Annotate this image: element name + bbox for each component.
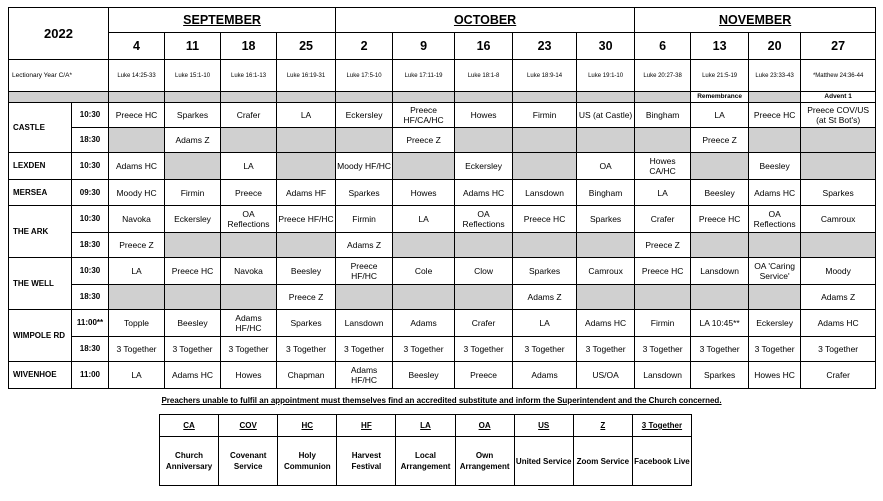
service-cell: Beesley (165, 310, 221, 337)
service-cell: OA (577, 153, 635, 180)
service-cell: Preece COV/US (at St Bot's) (801, 103, 876, 128)
service-cell: Sparkes (801, 180, 876, 206)
service-cell: Preece Z (635, 233, 691, 258)
service-cell: Howes CA/HC (635, 153, 691, 180)
service-cell (393, 233, 455, 258)
service-cell: 3 Together (801, 337, 876, 362)
service-time: 10:30 (72, 206, 109, 233)
lectionary-reading: Luke 14:25-33 (109, 60, 165, 92)
legend-description: Zoom Service (573, 437, 632, 486)
service-cell (277, 128, 336, 153)
service-cell: Howes HC (749, 362, 801, 389)
service-cell: Moody HC (109, 180, 165, 206)
service-row (9, 128, 876, 153)
legend-abbreviation: COV (219, 415, 278, 437)
lectionary-reading: Luke 20:27-38 (635, 60, 691, 92)
service-cell: 3 Together (455, 337, 513, 362)
service-cell: Navoka (109, 206, 165, 233)
legend-abbreviation-row (160, 415, 692, 437)
date-cell: 2 (336, 33, 393, 60)
service-row (9, 258, 876, 285)
service-cell: Adams HC (455, 180, 513, 206)
plan-body (9, 8, 876, 389)
legend-abbreviation: HF (337, 415, 396, 437)
service-cell: 3 Together (277, 337, 336, 362)
service-cell: Preece (221, 180, 277, 206)
service-cell: 3 Together (165, 337, 221, 362)
service-cell: 3 Together (577, 337, 635, 362)
service-cell: Preece HF/CA/HC (393, 103, 455, 128)
service-cell: 3 Together (635, 337, 691, 362)
service-cell: Beesley (277, 258, 336, 285)
date-cell: 25 (277, 33, 336, 60)
service-cell: LA (109, 362, 165, 389)
church-name: THE ARK (9, 206, 72, 258)
date-cell: 4 (109, 33, 165, 60)
service-row (9, 285, 876, 310)
service-cell: Beesley (749, 153, 801, 180)
service-cell (635, 285, 691, 310)
service-cell (165, 233, 221, 258)
service-cell: LA (513, 310, 577, 337)
service-cell: 3 Together (221, 337, 277, 362)
service-cell: Adams HC (165, 362, 221, 389)
month-row (9, 8, 876, 33)
service-cell: Beesley (691, 180, 749, 206)
service-cell: Lansdown (513, 180, 577, 206)
legend-description-row (160, 437, 692, 486)
date-cell: 11 (165, 33, 221, 60)
service-cell: 3 Together (336, 337, 393, 362)
service-cell: Howes (455, 103, 513, 128)
service-cell: Adams Z (336, 233, 393, 258)
legend-abbreviation: OA (455, 415, 514, 437)
legend-table (159, 414, 692, 486)
church-name: WIVENHOE (9, 362, 72, 389)
legend-abbreviation: Z (573, 415, 632, 437)
service-time: 18:30 (72, 337, 109, 362)
service-cell: Preece HC (691, 206, 749, 233)
service-cell: OA 'Caring Service' (749, 258, 801, 285)
service-cell: Adams Z (801, 285, 876, 310)
service-cell: Preece HC (749, 103, 801, 128)
service-cell: Adams HC (801, 310, 876, 337)
lectionary-reading: Luke 21:5-19 (691, 60, 749, 92)
church-name: LEXDEN (9, 153, 72, 180)
service-cell: Adams HF (277, 180, 336, 206)
legend-description: Harvest Festival (337, 437, 396, 486)
service-cell: 3 Together (691, 337, 749, 362)
service-cell: Adams (513, 362, 577, 389)
occasion-cell (455, 92, 513, 103)
occasion-cell (165, 92, 221, 103)
service-cell: Sparkes (691, 362, 749, 389)
occasion-cell (635, 92, 691, 103)
service-cell: Eckersley (749, 310, 801, 337)
notice-text: Preachers unable to fulfil an appointment must themselves find an accredited substitute and inform the Superintendent and the Church concerned. (161, 396, 722, 405)
date-cell: 16 (455, 33, 513, 60)
service-cell: Firmin (336, 206, 393, 233)
service-cell: Howes (221, 362, 277, 389)
service-cell: Eckersley (165, 206, 221, 233)
legend-abbreviation: 3 Together (632, 415, 691, 437)
occasion-cell (221, 92, 277, 103)
service-cell: Crafer (635, 206, 691, 233)
service-cell: Camroux (577, 258, 635, 285)
date-cell: 18 (221, 33, 277, 60)
service-cell: Preece HC (635, 258, 691, 285)
occasion-cell: Remembrance (691, 92, 749, 103)
service-cell (801, 128, 876, 153)
service-cell: 3 Together (513, 337, 577, 362)
service-cell: Preece Z (393, 128, 455, 153)
service-cell (336, 285, 393, 310)
service-time: 10:30 (72, 153, 109, 180)
service-cell: Sparkes (165, 103, 221, 128)
service-cell: Adams HF/HC (336, 362, 393, 389)
service-row (9, 103, 876, 128)
service-cell: Sparkes (277, 310, 336, 337)
service-cell: Chapman (277, 362, 336, 389)
service-cell (221, 128, 277, 153)
service-cell (513, 128, 577, 153)
service-cell (455, 233, 513, 258)
service-cell (691, 285, 749, 310)
occasion-cell (393, 92, 455, 103)
service-cell: Preece HF/HC (336, 258, 393, 285)
legend-description: Facebook Live (632, 437, 691, 486)
service-cell: Crafer (801, 362, 876, 389)
service-cell: Preece Z (691, 128, 749, 153)
service-cell: Crafer (455, 310, 513, 337)
date-cell: 9 (393, 33, 455, 60)
service-cell: Clow (455, 258, 513, 285)
service-cell (336, 128, 393, 153)
date-cell: 30 (577, 33, 635, 60)
occasion-spacer (9, 92, 109, 103)
service-cell (221, 285, 277, 310)
service-cell: LA (221, 153, 277, 180)
service-time: 09:30 (72, 180, 109, 206)
church-name: MERSEA (9, 180, 72, 206)
service-cell: Sparkes (577, 206, 635, 233)
occasion-cell (577, 92, 635, 103)
service-cell (165, 153, 221, 180)
service-cell (513, 233, 577, 258)
service-cell: Lansdown (691, 258, 749, 285)
service-row (9, 206, 876, 233)
month-october: OCTOBER (336, 8, 635, 33)
lectionary-reading: Luke 17:5-10 (336, 60, 393, 92)
service-cell (109, 128, 165, 153)
service-cell: Howes (393, 180, 455, 206)
service-cell: Adams HC (749, 180, 801, 206)
service-cell: Preece HC (513, 206, 577, 233)
church-name: WIMPOLE RD (9, 310, 72, 362)
lectionary-reading: Luke 15:1-10 (165, 60, 221, 92)
service-cell: LA (691, 103, 749, 128)
date-cell: 27 (801, 33, 876, 60)
service-time: 10:30 (72, 258, 109, 285)
lectionary-row (9, 60, 876, 92)
service-cell (801, 153, 876, 180)
lectionary-reading: Luke 18:1-8 (455, 60, 513, 92)
lectionary-reading: Luke 19:1-10 (577, 60, 635, 92)
occasion-cell (749, 92, 801, 103)
service-cell (801, 233, 876, 258)
service-cell (277, 233, 336, 258)
service-cell: LA (393, 206, 455, 233)
service-cell: 3 Together (393, 337, 455, 362)
occasion-row (9, 92, 876, 103)
service-cell (577, 233, 635, 258)
service-cell: Bingham (635, 103, 691, 128)
service-cell: Preece HC (109, 103, 165, 128)
service-cell (455, 128, 513, 153)
service-cell: Bingham (577, 180, 635, 206)
service-cell (749, 233, 801, 258)
service-cell: Preece HC (165, 258, 221, 285)
occasion-cell (336, 92, 393, 103)
service-cell (455, 285, 513, 310)
service-cell: Eckersley (455, 153, 513, 180)
service-cell: US/OA (577, 362, 635, 389)
lectionary-reading: *Matthew 24:36-44 (801, 60, 876, 92)
service-cell: OA Reflections (221, 206, 277, 233)
dates-row (9, 33, 876, 60)
service-cell (749, 285, 801, 310)
service-cell: Adams Z (513, 285, 577, 310)
service-time: 11:00** (72, 310, 109, 337)
service-cell: Beesley (393, 362, 455, 389)
service-cell: 3 Together (749, 337, 801, 362)
service-cell: LA 10:45** (691, 310, 749, 337)
lectionary-reading: Luke 23:33-43 (749, 60, 801, 92)
month-september: SEPTEMBER (109, 8, 336, 33)
lectionary-reading: Luke 17:11-19 (393, 60, 455, 92)
service-cell: Adams Z (165, 128, 221, 153)
service-cell (635, 128, 691, 153)
service-cell (393, 153, 455, 180)
service-cell: 3 Together (109, 337, 165, 362)
service-cell: LA (635, 180, 691, 206)
date-cell: 20 (749, 33, 801, 60)
service-row (9, 337, 876, 362)
service-cell: Eckersley (336, 103, 393, 128)
lectionary-reading: Luke 16:19-31 (277, 60, 336, 92)
service-cell: LA (277, 103, 336, 128)
legend-abbreviation: LA (396, 415, 455, 437)
service-row (9, 180, 876, 206)
service-row (9, 153, 876, 180)
service-cell: Preece Z (277, 285, 336, 310)
service-cell: Moody HF/HC (336, 153, 393, 180)
legend-description: Covenant Service (219, 437, 278, 486)
service-cell (165, 285, 221, 310)
service-cell: Camroux (801, 206, 876, 233)
service-cell: Preece Z (109, 233, 165, 258)
occasion-cell: Advent 1 (801, 92, 876, 103)
occasion-cell (109, 92, 165, 103)
service-cell: Firmin (513, 103, 577, 128)
service-cell: Sparkes (513, 258, 577, 285)
service-cell: Moody (801, 258, 876, 285)
service-cell (277, 153, 336, 180)
service-time: 10:30 (72, 103, 109, 128)
service-cell: OA Reflections (455, 206, 513, 233)
service-cell (109, 285, 165, 310)
month-november: NOVEMBER (635, 8, 876, 33)
legend-abbreviation: CA (160, 415, 219, 437)
service-cell: LA (109, 258, 165, 285)
service-time: 18:30 (72, 285, 109, 310)
church-name: THE WELL (9, 258, 72, 310)
service-cell: Topple (109, 310, 165, 337)
service-cell (221, 233, 277, 258)
service-time: 11:00 (72, 362, 109, 389)
service-cell: Firmin (165, 180, 221, 206)
service-row (9, 310, 876, 337)
year-cell: 2022 (9, 8, 109, 60)
service-cell: Preece (455, 362, 513, 389)
service-cell (513, 153, 577, 180)
service-cell: Firmin (635, 310, 691, 337)
lectionary-reading: Luke 18:9-14 (513, 60, 577, 92)
service-cell (577, 285, 635, 310)
service-cell: OA Reflections (749, 206, 801, 233)
service-cell: Adams HF/HC (221, 310, 277, 337)
service-cell: Lansdown (635, 362, 691, 389)
service-cell (749, 128, 801, 153)
service-cell: Preece HF/HC (277, 206, 336, 233)
legend-description: Local Arrangement (396, 437, 455, 486)
occasion-cell (277, 92, 336, 103)
occasion-cell (513, 92, 577, 103)
legend-description: United Service (514, 437, 573, 486)
service-cell (691, 153, 749, 180)
service-cell: Sparkes (336, 180, 393, 206)
preaching-plan-table (8, 7, 876, 389)
service-cell: Adams HC (109, 153, 165, 180)
lectionary-label: Lectionary Year C/A* (9, 60, 109, 92)
service-cell: Cole (393, 258, 455, 285)
legend-description: Holy Communion (278, 437, 337, 486)
service-cell (393, 285, 455, 310)
service-cell: Adams HC (577, 310, 635, 337)
service-row (9, 233, 876, 258)
service-cell: Adams (393, 310, 455, 337)
service-cell: US (at Castle) (577, 103, 635, 128)
church-name: CASTLE (9, 103, 72, 153)
service-cell (691, 233, 749, 258)
legend-description: Own Arrangement (455, 437, 514, 486)
service-cell: Crafer (221, 103, 277, 128)
date-cell: 6 (635, 33, 691, 60)
legend-abbreviation: US (514, 415, 573, 437)
legend-abbreviation: HC (278, 415, 337, 437)
service-row (9, 362, 876, 389)
service-cell: Lansdown (336, 310, 393, 337)
date-cell: 23 (513, 33, 577, 60)
legend-description: Church Anniversary (160, 437, 219, 486)
date-cell: 13 (691, 33, 749, 60)
service-cell: Navoka (221, 258, 277, 285)
lectionary-reading: Luke 16:1-13 (221, 60, 277, 92)
service-time: 18:30 (72, 233, 109, 258)
service-time: 18:30 (72, 128, 109, 153)
service-cell (577, 128, 635, 153)
